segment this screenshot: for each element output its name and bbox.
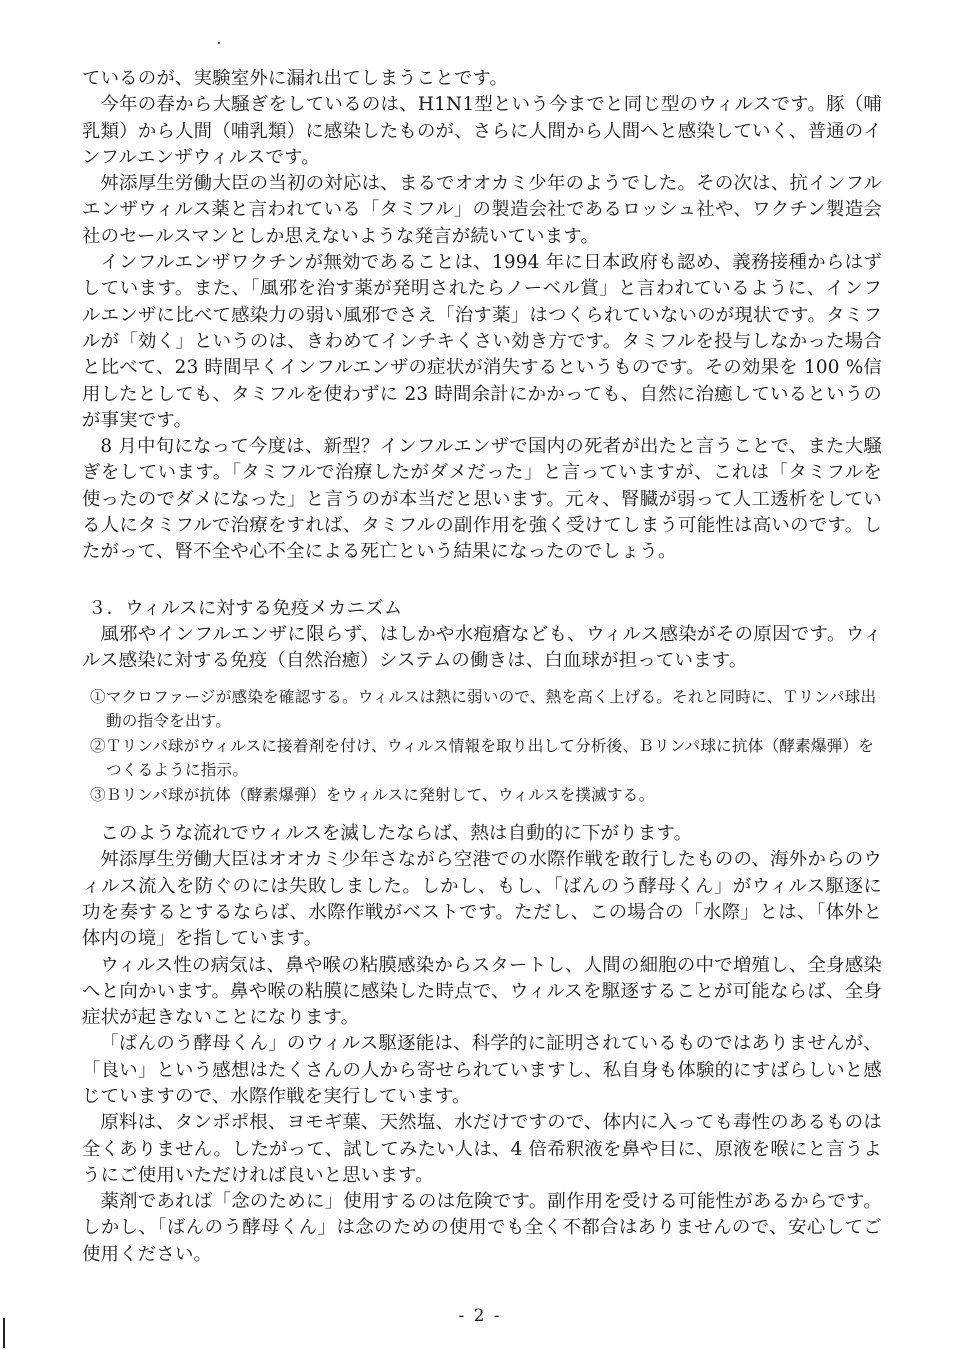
paragraph-h1n1: 今年の春から大騒ぎをしているのは、H1N1型という今までと同じ型のウィルスです。豚（哺乳類）から人間（哺乳類）に感染したものが、さらに人間から人間へと感染していく、普通のインフルエンザウィルスです。	[82, 94, 882, 168]
page-number: - 2 -	[458, 1306, 502, 1326]
paragraph-continuation: ているのが、実験室外に漏れ出てしまうことです。	[82, 68, 509, 89]
scan-edge-mark	[3, 1318, 5, 1348]
paragraph-august-deaths: 8 月中旬になって今度は、新型？インフルエンザで国内の死者が出たと言うことで、また大騒ぎをしています。「タミフルで治療したがダメだった」と言っていますが、これは「タミフルを使ったのでダメになった」と言うのが本当だと思います。元々、腎臓が弱って人工透析をしている人にタミフルで治療をすれば、タミフルの副作用を強く受けてしまう可能性は高いのです。したがって、腎不全や心不全による死亡という結果になったのでしょう。	[82, 436, 882, 563]
section-gap	[82, 807, 882, 821]
immune-step: ②Ｔリンパ球がウィルスに接着剤を付け、ウィルス情報を取り出して分析後、Ｂリンパ球に抗体（酵素爆弾）をつくるように指示。	[90, 736, 875, 780]
paragraph-border-strategy: 舛添厚生労働大臣はオオカミ少年さながら空港での水際作戦を敢行したものの、海外からのウィルス流入を防ぐのには失敗しました。しかし、もし、「ばんのう酵母くん」がウィルス駆逐に功を奏するとするならば、水際作戦がベストです。ただし、この場合の「水際」とは、「体外と体内の境」を指しています。	[82, 849, 882, 950]
section-heading: ３．ウィルスに対する免疫メカニズム	[88, 597, 403, 619]
document-body	[82, 66, 882, 1268]
paragraph-yeast-effect: 「ばんのう酵母くん」のウィルス駆逐能は、科学的に証明されているものではありませんが、「良い」という感想はたくさんの人から寄せられていますし、私自身も体験的にすばらしいと感じていますので、水際作戦を実行しています。	[82, 1033, 882, 1107]
immune-step: ③Ｂリンパ球が抗体（酵素爆弾）をウィルスに発射して、ウィルスを撲滅する。	[90, 785, 655, 804]
paragraph-fever-subsides: このような流れでウィルスを滅したならば、熱は自動的に下がります。	[100, 823, 693, 845]
scan-artifact-dot	[218, 42, 220, 44]
immune-step: ①マクロファージが感染を確認する。ウィルスは熱に弱いので、熱を高く上げる。それと同時に、Ｔリンパ球出動の指令を出す。	[90, 687, 877, 731]
paragraph-ingredients: 原料は、タンポポ根、ヨモギ葉、天然塩、水だけですので、体内に入っても毒性のあるものは全くありません。したがって、試してみたい人は、4 倍希釈液を鼻や目に、原液を喉にと言うようにご使用いただければ良いと思います。	[82, 1112, 882, 1186]
paragraph-section-intro: 風邪やインフルエンザに限らず、はしかや水疱瘡なども、ウィルス感染がその原因です。ウィルス感染に対する免疫（自然治癒）システムの働きは、白血球が担っています。	[82, 623, 882, 672]
paragraph-minister-response: 舛添厚生労働大臣の当初の対応は、まるでオオカミ少年のようでした。その次は、抗インフルエンザウィルス薬と言われている「タミフル」の製造会社であるロッシュ社や、ワクチン製造会社のセールスマンとしか思えないような発言が続いています。	[82, 173, 882, 247]
paragraph-vaccine-tamiflu: インフルエンザワクチンが無効であることは、1994 年に日本政府も認め、義務接種からはずしています。また、「風邪を治す薬が発明されたらノーベル賞」と言われているように、インフルエンザに比べて感染力の弱い風邪でさえ「治す薬」はつくられていないのが現状です。タミフルが「効く」というのは、きわめてインチキくさい効き方です。タミフルを投与しなかった場合と比べて、23 時間早くインフルエンザの症状が消失するというものです。その効果を 100 %信用したとしても、タミフルを使わずに 23 時間余計にかかっても、自然に治癒しているというのが事実です。	[82, 252, 882, 431]
paragraph-safety: 薬剤であれば「念のために」使用するのは危険です。副作用を受ける可能性があるからです。しかし、「ばんのう酵母くん」は念のための使用でも全く不都合はありませんので、安心してご使用ください。	[82, 1191, 882, 1265]
paragraph-mucosa-infection: ウィルス性の病気は、鼻や喉の粘膜感染からスタートし、人間の細胞の中で増殖し、全身感染へと向かいます。鼻や喉の粘膜に感染した時点で、ウィルスを駆逐することが可能ならば、全身症状が起きないことになります。	[82, 954, 882, 1029]
immune-steps-list	[82, 685, 882, 808]
section-gap	[82, 566, 882, 580]
